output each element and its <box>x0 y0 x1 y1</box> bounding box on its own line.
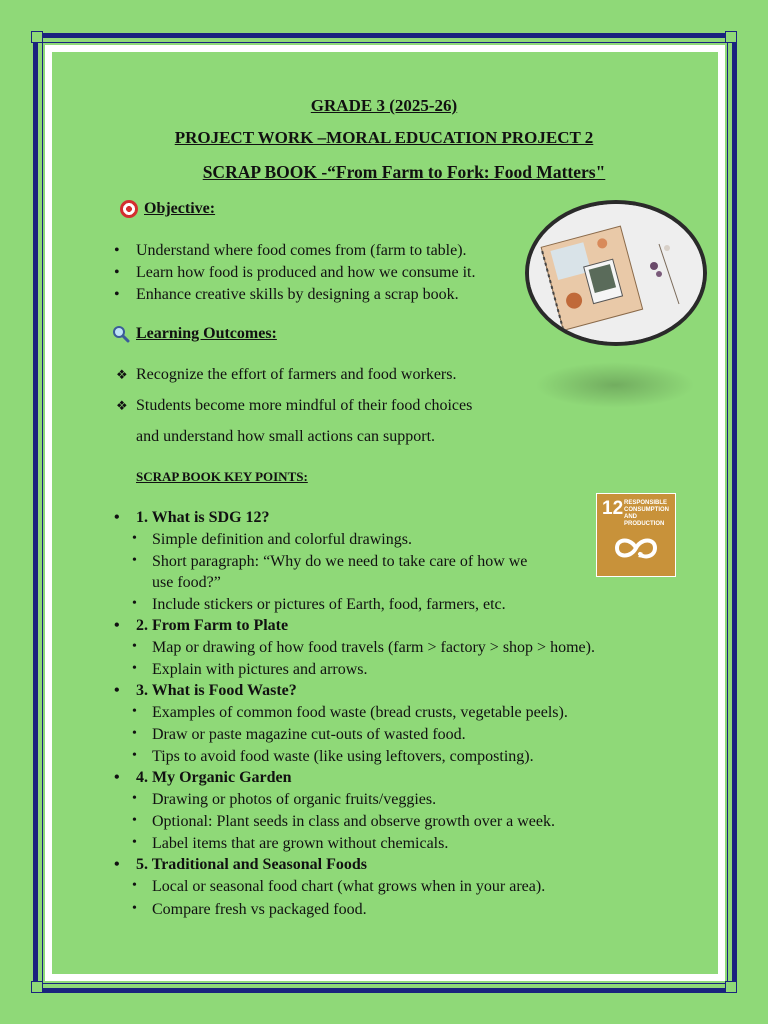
corner-ornament <box>31 981 43 993</box>
list-item: ❖ Students become more mindful of their food choices <box>136 397 472 415</box>
photo-shadow <box>535 362 695 408</box>
scrapbook-illustration <box>529 204 703 342</box>
scrapbook-title: SCRAP BOOK -“From Farm to Fork: Food Matters" <box>202 162 606 182</box>
list-item: • Include stickers or pictures of Earth, food, farmers, etc. <box>152 596 506 614</box>
section-title: • 1. What is SDG 12? <box>136 509 270 527</box>
corner-ornament <box>725 981 737 993</box>
section-title: • 3. What is Food Waste? <box>136 682 297 700</box>
list-item: • Tips to avoid food waste (like using leftovers, composting). <box>152 748 534 766</box>
list-item: • Enhance creative skills by designing a scrap book. <box>136 286 459 304</box>
sdg12-badge <box>596 493 676 577</box>
list-item: • Learn how food is produced and how we consume it. <box>136 264 475 282</box>
list-item: • Map or drawing of how food travels (farm > factory > shop > home). <box>152 639 595 657</box>
objective-heading-label: Objective: <box>144 200 216 217</box>
target-icon <box>120 200 138 218</box>
list-item: • Draw or paste magazine cut-outs of wasted food. <box>152 726 466 744</box>
project-heading: PROJECT WORK –MORAL EDUCATION PROJECT 2 <box>174 128 594 147</box>
list-item: ❖ Recognize the effort of farmers and food workers. <box>136 366 456 384</box>
keypoints-heading: SCRAP BOOK KEY POINTS: <box>136 469 308 484</box>
list-item: • Optional: Plant seeds in class and observe growth over a week. <box>152 813 555 831</box>
grade-heading: GRADE 3 (2025-26) <box>310 96 458 115</box>
list-item: and understand how small actions can support. <box>136 428 436 445</box>
list-item: • Drawing or photos of organic fruits/veggies. <box>152 791 436 809</box>
scrapbook-photo <box>525 200 707 346</box>
section-title: • 2. From Farm to Plate <box>136 617 288 635</box>
list-item: • Short paragraph: “Why do we need to take care of how we <box>152 553 527 571</box>
objective-heading <box>120 200 215 218</box>
learning-outcomes-label: Learning Outcomes: <box>136 325 277 342</box>
list-item: • Label items that are grown without chemicals. <box>152 835 448 853</box>
magnifier-icon <box>112 325 130 343</box>
list-item: • Compare fresh vs packaged food. <box>152 901 367 919</box>
learning-outcomes-heading <box>112 325 277 343</box>
section-title: • 4. My Organic Garden <box>136 769 292 787</box>
corner-ornament <box>725 31 737 43</box>
list-item: use food?” <box>152 574 221 591</box>
list-item: • Understand where food comes from (farm to table). <box>136 242 467 260</box>
infinity-icon <box>611 534 661 562</box>
list-item: • Explain with pictures and arrows. <box>152 661 368 679</box>
list-item: • Examples of common food waste (bread crusts, vegetable peels). <box>152 704 568 722</box>
section-title: • 5. Traditional and Seasonal Foods <box>136 856 367 874</box>
sdg-number: 12 <box>602 498 624 519</box>
corner-ornament <box>31 31 43 43</box>
list-item: • Simple definition and colorful drawings. <box>152 531 412 549</box>
list-item: • Local or seasonal food chart (what grows when in your area). <box>152 878 545 896</box>
sdg-label: RESPONSIBLE CONSUMPTION AND PRODUCTION <box>624 500 669 527</box>
